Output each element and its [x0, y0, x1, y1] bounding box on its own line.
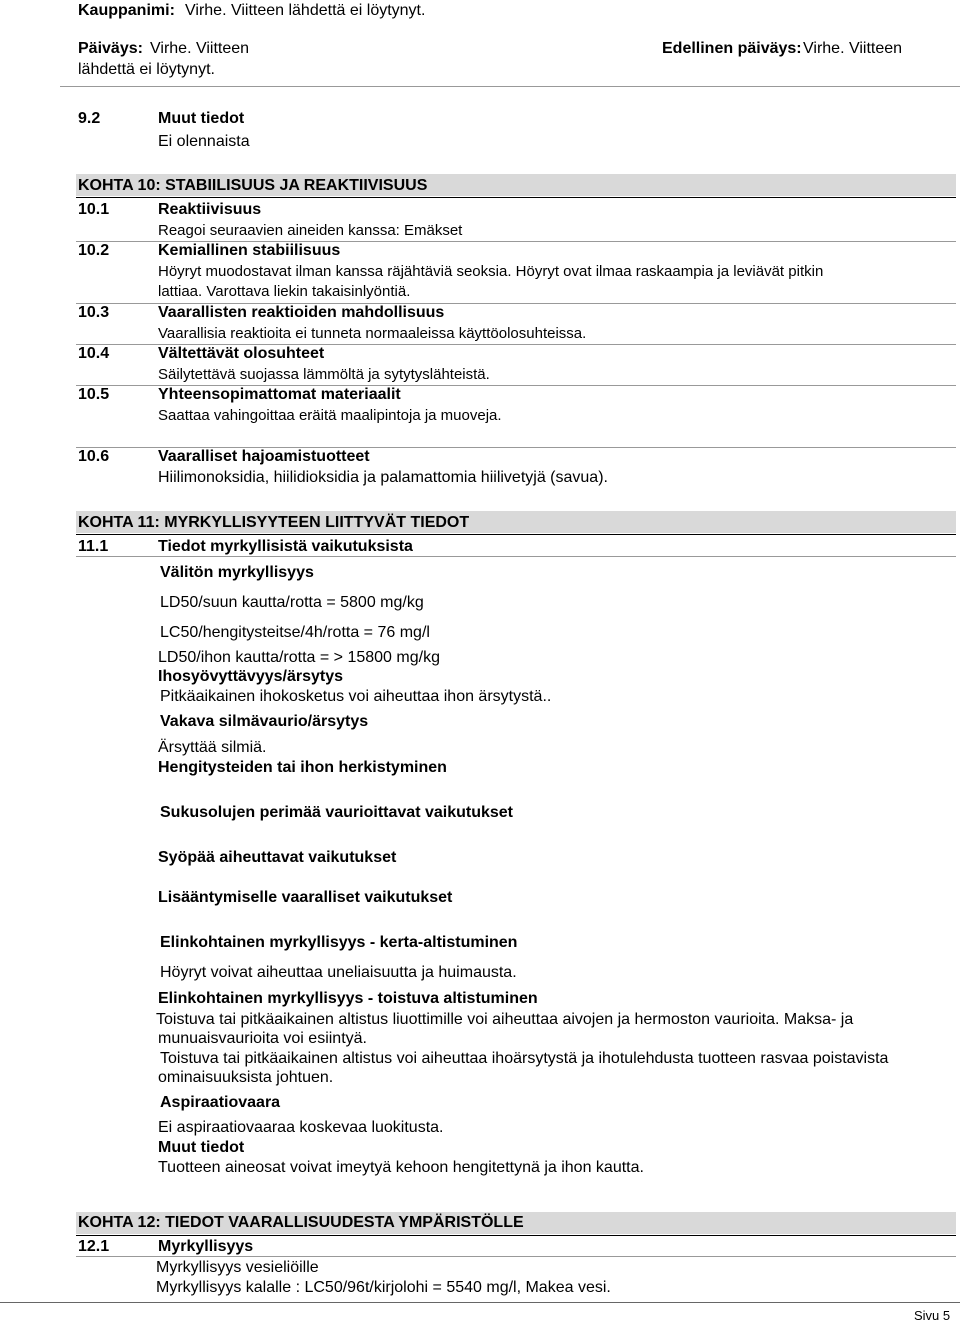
stot-rep-line1: Toistuva tai pitkäaikainen altistus liuottimille voi aiheuttaa aivojen ja hermoston vaurioita. Maksa- ja [156, 1011, 854, 1028]
stot-rep-line4: ominaisuuksista johtuen. [158, 1069, 334, 1086]
stot-single-title: Elinkohtainen myrkyllisyys - kerta-altistuminen [160, 934, 518, 951]
header-prev-date-value: Virhe. Viitteen [803, 40, 903, 57]
asp-title: Aspiraatiovaara [160, 1094, 281, 1111]
header-product-label: Kauppanimi: [78, 2, 175, 19]
s12-1-title: Myrkyllisyys [158, 1238, 254, 1255]
header-rule [60, 86, 960, 87]
header-date-value-1: Virhe. Viitteen [150, 40, 250, 57]
stot-single-text: Höyryt voivat aiheuttaa uneliaisuutta ja huimausta. [160, 964, 517, 981]
ld50-oral: LD50/suun kautta/rotta = 5800 mg/kg [160, 594, 424, 611]
stot-rep-line2: munuaisvaurioita voi esiintyä. [158, 1030, 367, 1047]
s12-1-rule [76, 1256, 956, 1257]
s12-1-num: 12.1 [78, 1238, 110, 1255]
s10-6-title: Vaaralliset hajoamistuotteet [158, 448, 370, 465]
eye-title: Vakava silmävaurio/ärsytys [160, 713, 369, 730]
section11-rule [76, 534, 956, 535]
s10-3-title: Vaarallisten reaktioiden mahdollisuus [158, 304, 445, 321]
carc-title: Syöpää aiheuttavat vaikutukset [158, 849, 397, 866]
stot-rep-line3: Toistuva tai pitkäaikainen altistus voi aiheuttaa ihoärsytystä ja ihotulehdusta tuotteen rasvaa poistavista [160, 1050, 889, 1067]
s10-4-text: Säilytettävä suojassa lämmöltä ja sytytyslähteistä. [158, 366, 490, 383]
s11-1-num: 11.1 [78, 538, 109, 555]
header-date-value-2: lähdettä ei löytynyt. [78, 61, 215, 78]
s10-5-text: Saattaa vahingoittaa eräitä maalipintoja ja muoveja. [158, 407, 502, 424]
s10-6-text: Hiilimonoksidia, hiilidioksidia ja palamattomia hiilivetyjä (savua). [158, 469, 608, 486]
section12-heading: KOHTA 12: TIEDOT VAARALLISUUDESTA YMPÄRISTÖLLE [78, 1214, 524, 1231]
eye-text: Ärsyttää silmiä. [158, 739, 267, 756]
s10-2-line2: lattiaa. Varottava liekin takaisinlyöntiä. [158, 283, 411, 300]
stot-rep-title: Elinkohtainen myrkyllisyys - toistuva altistuminen [158, 990, 538, 1007]
s10-1-title: Reaktiivisuus [158, 201, 262, 218]
s11-1-title: Tiedot myrkyllisistä vaikutuksista [158, 538, 413, 555]
acute-title: Välitön myrkyllisyys [160, 564, 314, 581]
section10-rule [76, 197, 956, 198]
s10-2-num: 10.2 [78, 242, 110, 259]
s10-5-title: Yhteensopimattomat materiaalit [158, 386, 401, 403]
header-prev-date-label: Edellinen päiväys: [662, 40, 802, 57]
s12-1-line1: Myrkyllisyys vesieliöille [156, 1259, 319, 1276]
s11-1-rule [76, 556, 956, 557]
s10-2-title: Kemiallinen stabiilisuus [158, 242, 341, 259]
s10-6-num: 10.6 [78, 448, 110, 465]
other-title: Muut tiedot [158, 1139, 245, 1156]
repr-title: Lisääntymiselle vaaralliset vaikutukset [158, 889, 453, 906]
lc50-inhal: LC50/hengitysteitse/4h/rotta = 76 mg/l [160, 624, 430, 641]
ld50-dermal: LD50/ihon kautta/rotta = > 15800 mg/kg [158, 649, 440, 666]
s10-2-line1: Höyryt muodostavat ilman kanssa räjähtäviä seoksia. Höyryt ovat ilmaa raskaampia ja leviävät pitkin [158, 263, 824, 280]
section12-rule [76, 1235, 956, 1236]
header-date-label: Päiväys: [78, 40, 143, 57]
footer-rule [0, 1302, 960, 1303]
s10-4-title: Vältettävät olosuhteet [158, 345, 325, 362]
asp-text: Ei aspiraatiovaaraa koskevaa luokitusta. [158, 1119, 444, 1136]
s10-1-text: Reagoi seuraavien aineiden kanssa: Emäkset [158, 222, 463, 239]
s10-3-text: Vaarallisia reaktioita ei tunneta normaaleissa käyttöolosuhteissa. [158, 325, 587, 342]
sens-title: Hengitysteiden tai ihon herkistyminen [158, 759, 447, 776]
mut-title: Sukusolujen perimää vaurioittavat vaikutukset [160, 804, 514, 821]
skin-text: Pitkäaikainen ihokosketus voi aiheuttaa ihon ärsytystä.. [160, 688, 552, 705]
header-product-value: Virhe. Viitteen lähdettä ei löytynyt. [185, 2, 426, 19]
s9-2-title: Muut tiedot [158, 110, 245, 127]
page-number: Sivu 5 [914, 1308, 951, 1323]
skin-title: Ihosyövyttävyys/ärsytys [158, 668, 343, 685]
section10-heading: KOHTA 10: STABIILISUUS JA REAKTIIVISUUS [78, 177, 428, 194]
s9-2-text: Ei olennaista [158, 133, 250, 150]
other-text: Tuotteen aineosat voivat imeytyä kehoon hengitettynä ja ihon kautta. [158, 1159, 644, 1176]
section11-heading: KOHTA 11: MYRKYLLISYYTEEN LIITTYVÄT TIEDOT [78, 514, 470, 531]
s10-3-num: 10.3 [78, 304, 110, 321]
s10-1-num: 10.1 [78, 201, 110, 218]
s10-5-num: 10.5 [78, 386, 110, 403]
s12-1-line2: Myrkyllisyys kalalle : LC50/96t/kirjolohi = 5540 mg/l, Makea vesi. [156, 1279, 611, 1296]
s9-2-num: 9.2 [78, 110, 101, 127]
s10-4-num: 10.4 [78, 345, 110, 362]
